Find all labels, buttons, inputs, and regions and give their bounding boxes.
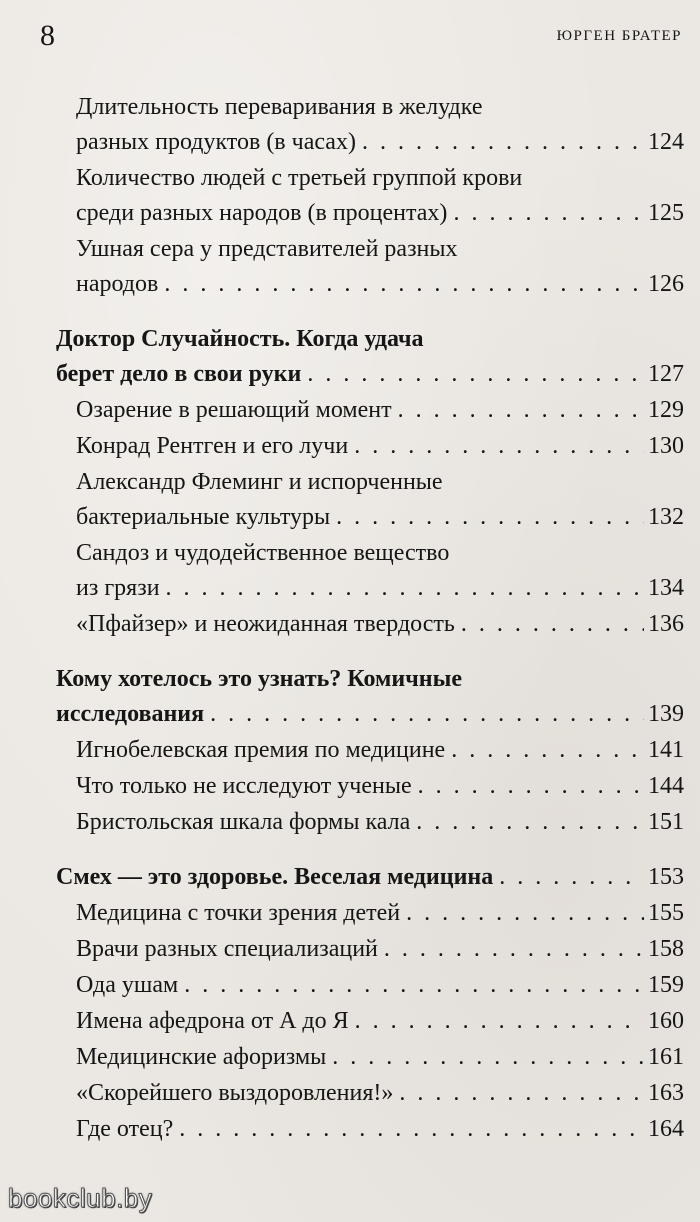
dot-leader bbox=[499, 860, 644, 895]
entry-page-number: 163 bbox=[648, 1080, 684, 1106]
toc-subentry bbox=[56, 607, 684, 642]
toc-subentry bbox=[56, 232, 684, 302]
entry-final-line bbox=[76, 805, 684, 840]
dot-leader bbox=[354, 429, 644, 464]
entry-title-line: Количество людей с третьей группой крови bbox=[76, 165, 523, 191]
entry-title-line: Ушная сера у представителей разных bbox=[76, 236, 458, 262]
entry-title-line: исследования bbox=[56, 701, 205, 727]
entry-final-line bbox=[76, 1076, 684, 1111]
entry-page-number: 132 bbox=[648, 504, 684, 530]
dot-leader bbox=[336, 500, 644, 535]
entry-page-number: 158 bbox=[648, 936, 684, 962]
entry-title-line: из грязи bbox=[76, 575, 160, 601]
entry-final-line bbox=[76, 125, 684, 160]
entry-title-line: Смех — это здоровье. Веселая медицина bbox=[56, 864, 494, 890]
entry-title-line: Александр Флеминг и испорченные bbox=[76, 469, 443, 495]
toc-subentry bbox=[56, 769, 684, 804]
entry-title-line: Ода ушам bbox=[76, 972, 179, 998]
dot-leader bbox=[307, 357, 644, 392]
entry-title-line: разных продуктов (в часах) bbox=[76, 129, 356, 155]
dot-leader bbox=[184, 968, 644, 1003]
toc-chapter-entry bbox=[56, 860, 684, 895]
toc-subentry bbox=[56, 536, 684, 606]
dot-leader bbox=[210, 697, 644, 732]
dot-leader bbox=[355, 1004, 644, 1039]
toc-subentry bbox=[56, 465, 684, 535]
toc-section bbox=[56, 860, 684, 1147]
dot-leader bbox=[398, 393, 644, 428]
toc-subentry bbox=[56, 393, 684, 428]
toc-subentry bbox=[56, 968, 684, 1003]
dot-leader bbox=[406, 896, 644, 931]
entry-page-number: 134 bbox=[648, 575, 684, 601]
entry-title-line: Имена афедрона от А до Я bbox=[76, 1008, 349, 1034]
entry-page-number: 160 bbox=[648, 1008, 684, 1034]
toc-subentry bbox=[56, 1004, 684, 1039]
entry-title-line: Что только не исследуют ученые bbox=[76, 773, 412, 799]
entry-page-number: 129 bbox=[648, 397, 684, 423]
entry-title-line: Врачи разных специализаций bbox=[76, 936, 378, 962]
toc-subentry bbox=[56, 896, 684, 931]
dot-leader bbox=[416, 805, 644, 840]
entry-title-line: среди разных народов (в процентах) bbox=[76, 200, 448, 226]
entry-title-line: «Пфайзер» и неожиданная твердость bbox=[76, 611, 455, 637]
entry-final-line bbox=[76, 571, 684, 606]
entry-page-number: 124 bbox=[648, 129, 684, 155]
entry-title-line: Доктор Случайность. Когда удача bbox=[56, 326, 424, 352]
dot-leader bbox=[451, 733, 644, 768]
page-number: 8 bbox=[40, 19, 55, 52]
entry-page-number: 161 bbox=[648, 1044, 684, 1070]
dot-leader bbox=[362, 125, 644, 160]
entry-title-line: Сандоз и чудодейственное вещество bbox=[76, 540, 450, 566]
entry-page-number: 125 bbox=[648, 200, 684, 226]
entry-final-line bbox=[76, 733, 684, 768]
entry-final-line bbox=[76, 1040, 684, 1075]
entry-title-line: Медицинские афоризмы bbox=[76, 1044, 327, 1070]
entry-final-line bbox=[56, 357, 684, 392]
entry-page-number: 164 bbox=[648, 1116, 684, 1142]
entry-final-line bbox=[56, 860, 684, 895]
entry-final-line bbox=[76, 607, 684, 642]
entry-page-number: 139 bbox=[648, 701, 684, 727]
toc-section bbox=[56, 662, 684, 840]
dot-leader bbox=[164, 267, 644, 302]
entry-final-line bbox=[76, 267, 684, 302]
entry-title-line: Конрад Рентген и его лучи bbox=[76, 433, 349, 459]
entry-final-line bbox=[76, 393, 684, 428]
entry-page-number: 127 bbox=[648, 361, 684, 387]
entry-title-line: Длительность переваривания в желудке bbox=[76, 94, 483, 120]
entry-title-line: Бристольская шкала формы кала bbox=[76, 809, 411, 835]
dot-leader bbox=[453, 196, 644, 231]
entry-page-number: 153 bbox=[648, 864, 684, 890]
entry-final-line bbox=[76, 1004, 684, 1039]
entry-page-number: 151 bbox=[648, 809, 684, 835]
entry-title-line: народов bbox=[76, 271, 159, 297]
entry-title-line: Озарение в решающий момент bbox=[76, 397, 392, 423]
toc-subentry bbox=[56, 932, 684, 967]
entry-page-number: 155 bbox=[648, 900, 684, 926]
dot-leader bbox=[332, 1040, 644, 1075]
entry-title-line: бактериальные культуры bbox=[76, 504, 331, 530]
entry-page-number: 126 bbox=[648, 271, 684, 297]
entry-title-line: Игнобелевская премия по медицине bbox=[76, 737, 446, 763]
entry-page-number: 144 bbox=[648, 773, 684, 799]
entry-page-number: 136 bbox=[648, 611, 684, 637]
dot-leader bbox=[166, 571, 644, 606]
toc-subentry bbox=[56, 1076, 684, 1111]
toc-subentry bbox=[56, 805, 684, 840]
toc-subentry bbox=[56, 429, 684, 464]
dot-leader bbox=[384, 932, 644, 967]
entry-page-number: 130 bbox=[648, 433, 684, 459]
entry-title-line: Где отец? bbox=[76, 1116, 174, 1142]
entry-title-line: Медицина с точки зрения детей bbox=[76, 900, 401, 926]
entry-final-line bbox=[76, 896, 684, 931]
entry-final-line bbox=[76, 500, 684, 535]
entry-title-line: берет дело в свои руки bbox=[56, 361, 302, 387]
entry-final-line bbox=[76, 932, 684, 967]
running-head: ЮРГЕН БРАТЕР bbox=[556, 28, 682, 44]
toc-subentry bbox=[56, 90, 684, 160]
toc-subentry bbox=[56, 1112, 684, 1147]
watermark-logo: bookclub.by bbox=[8, 1183, 153, 1213]
entry-final-line bbox=[76, 196, 684, 231]
toc-chapter-entry bbox=[56, 322, 684, 392]
entry-title-line: Кому хотелось это узнать? Комичные bbox=[56, 666, 462, 692]
toc-section bbox=[56, 90, 684, 302]
toc-section bbox=[56, 322, 684, 642]
dot-leader bbox=[418, 769, 644, 804]
toc-chapter-entry bbox=[56, 662, 684, 732]
entry-final-line bbox=[76, 968, 684, 1003]
entry-final-line bbox=[56, 697, 684, 732]
toc-subentry bbox=[56, 733, 684, 768]
toc-subentry bbox=[56, 1040, 684, 1075]
entry-page-number: 159 bbox=[648, 972, 684, 998]
entry-final-line bbox=[76, 1112, 684, 1147]
page-header bbox=[0, 0, 700, 70]
entry-final-line bbox=[76, 429, 684, 464]
dot-leader bbox=[461, 607, 644, 642]
dot-leader bbox=[179, 1112, 644, 1147]
entry-page-number: 141 bbox=[648, 737, 684, 763]
entry-title-line: «Скорейшего выздоровления!» bbox=[76, 1080, 394, 1106]
toc-subentry bbox=[56, 161, 684, 231]
dot-leader bbox=[399, 1076, 644, 1111]
table-of-contents bbox=[56, 90, 684, 1167]
entry-final-line bbox=[76, 769, 684, 804]
